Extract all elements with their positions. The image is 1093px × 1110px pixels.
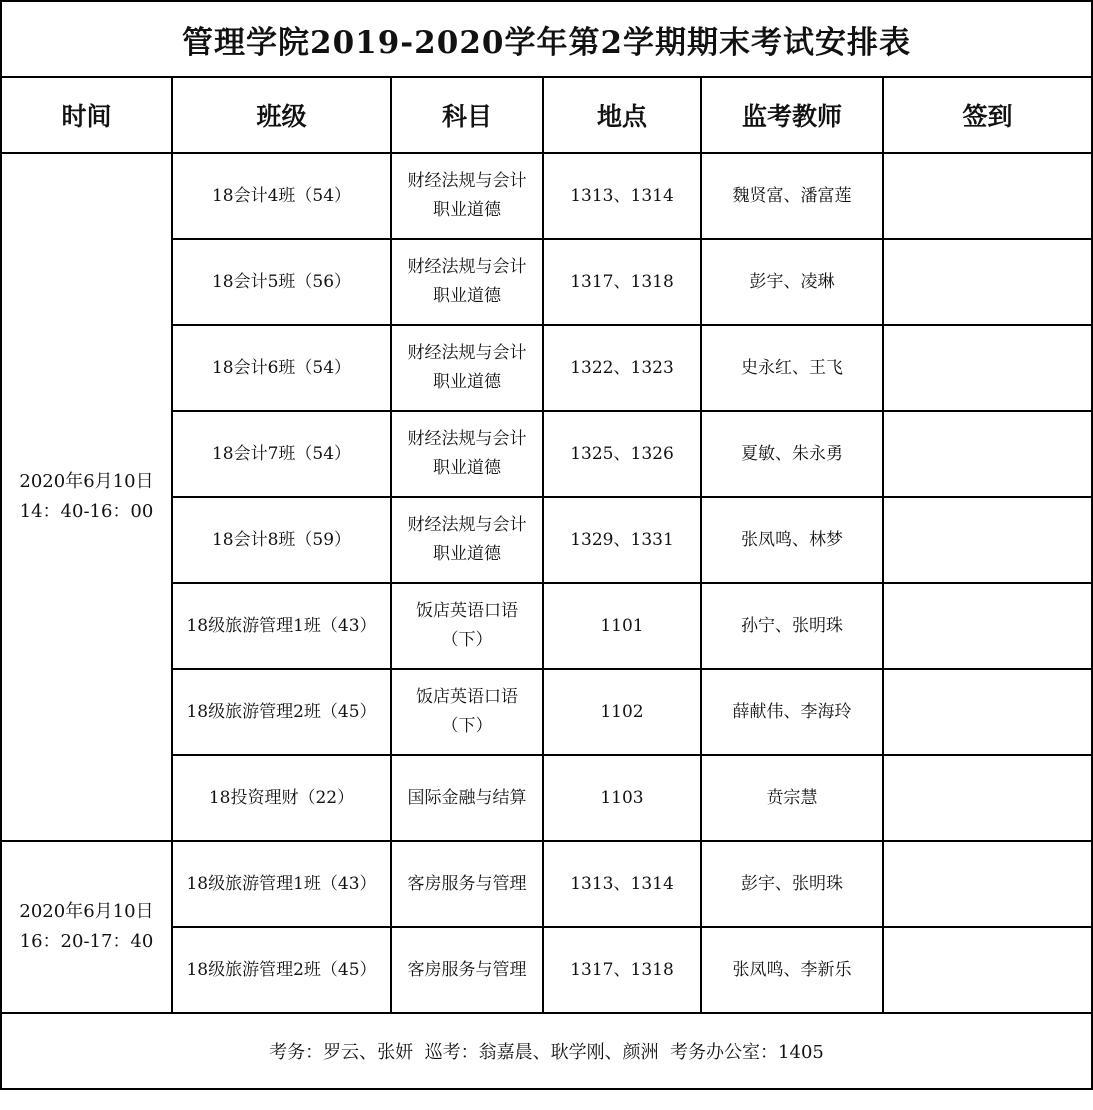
header-time: 时间 — [1, 77, 172, 153]
subject-cell — [391, 411, 543, 497]
proctors-cell: 魏贤富、潘富莲 — [701, 153, 883, 239]
subject-line1: 财经法规与会计 — [407, 515, 527, 535]
session1-time-cell — [1, 153, 172, 841]
room-cell: 1322、1323 — [543, 325, 701, 411]
header-location: 地点 — [543, 77, 701, 153]
table-row — [1, 153, 1092, 239]
proctors-cell: 史永红、王飞 — [701, 325, 883, 411]
subject-line2: 职业道德 — [433, 544, 501, 564]
class-cell: 18会计7班（54） — [172, 411, 391, 497]
session2-time: 16：20-17：40 — [19, 931, 154, 952]
class-cell: 18级旅游管理1班（43） — [172, 583, 391, 669]
signin-cell[interactable] — [883, 669, 1092, 755]
room-cell: 1317、1318 — [543, 239, 701, 325]
proctors-cell: 贲宗慧 — [701, 755, 883, 841]
class-cell: 18级旅游管理2班（45） — [172, 669, 391, 755]
title-row — [1, 1, 1092, 77]
subject-cell — [391, 239, 543, 325]
class-cell: 18投资理财（22） — [172, 755, 391, 841]
subject-line1: 财经法规与会计 — [407, 429, 527, 449]
proctors-cell: 薛献伟、李海玲 — [701, 669, 883, 755]
session2-time-cell — [1, 841, 172, 1013]
class-cell: 18会计5班（56） — [172, 239, 391, 325]
signin-cell[interactable] — [883, 411, 1092, 497]
subject-line2: （下） — [441, 630, 493, 650]
subject-line1: 饭店英语口语 — [416, 687, 518, 707]
header-signin: 签到 — [883, 77, 1092, 153]
header-proctors: 监考教师 — [701, 77, 883, 153]
subject-line2: 职业道德 — [433, 458, 501, 478]
subject-cell — [391, 583, 543, 669]
footer-row — [1, 1013, 1092, 1089]
subject-line1: 客房服务与管理 — [407, 959, 527, 980]
subject-line2: （下） — [441, 716, 493, 736]
signin-cell[interactable] — [883, 755, 1092, 841]
signin-cell[interactable] — [883, 583, 1092, 669]
signin-cell[interactable] — [883, 325, 1092, 411]
room-cell: 1101 — [543, 583, 701, 669]
class-cell: 18会计6班（54） — [172, 325, 391, 411]
room-cell: 1103 — [543, 755, 701, 841]
signin-cell[interactable] — [883, 841, 1092, 927]
subject-line2: 职业道德 — [433, 372, 501, 392]
subject-line2: 职业道德 — [433, 200, 501, 220]
subject-cell — [391, 927, 543, 1013]
proctors-cell: 张凤鸣、李新乐 — [701, 927, 883, 1013]
subject-cell — [391, 755, 543, 841]
header-class: 班级 — [172, 77, 391, 153]
session1-time: 14：40-16：00 — [19, 501, 154, 522]
class-cell: 18级旅游管理2班（45） — [172, 927, 391, 1013]
subject-cell — [391, 841, 543, 927]
proctors-cell: 彭宇、张明珠 — [701, 841, 883, 927]
header-subject: 科目 — [391, 77, 543, 153]
subject-cell — [391, 497, 543, 583]
class-cell: 18会计4班（54） — [172, 153, 391, 239]
subject-line1: 客房服务与管理 — [407, 873, 527, 894]
proctors-cell: 彭宇、凌琳 — [701, 239, 883, 325]
subject-line1: 财经法规与会计 — [407, 343, 527, 363]
room-cell: 1313、1314 — [543, 841, 701, 927]
proctors-cell: 孙宁、张明珠 — [701, 583, 883, 669]
subject-line1: 财经法规与会计 — [407, 257, 527, 277]
room-cell: 1329、1331 — [543, 497, 701, 583]
room-cell: 1325、1326 — [543, 411, 701, 497]
subject-line2: 职业道德 — [433, 286, 501, 306]
subject-cell — [391, 669, 543, 755]
class-cell: 18级旅游管理1班（43） — [172, 841, 391, 927]
signin-cell[interactable] — [883, 497, 1092, 583]
session1-date: 2020年6月10日 — [19, 471, 154, 492]
room-cell: 1313、1314 — [543, 153, 701, 239]
class-cell: 18会计8班（59） — [172, 497, 391, 583]
table-row — [1, 841, 1092, 927]
room-cell: 1317、1318 — [543, 927, 701, 1013]
session2-date: 2020年6月10日 — [19, 901, 154, 922]
signin-cell[interactable] — [883, 927, 1092, 1013]
subject-cell — [391, 153, 543, 239]
page-title: 管理学院2019-2020学年第2学期期末考试安排表 — [1, 1, 1092, 77]
signin-cell[interactable] — [883, 239, 1092, 325]
subject-line1: 饭店英语口语 — [416, 601, 518, 621]
header-row — [1, 77, 1092, 153]
proctors-cell: 夏敏、朱永勇 — [701, 411, 883, 497]
footer-note: 考务：罗云、张妍 巡考：翁嘉晨、耿学刚、颜洲 考务办公室：1405 — [1, 1013, 1092, 1089]
subject-line1: 财经法规与会计 — [407, 171, 527, 191]
subject-line1: 国际金融与结算 — [407, 787, 527, 808]
signin-cell[interactable] — [883, 153, 1092, 239]
room-cell: 1102 — [543, 669, 701, 755]
subject-cell — [391, 325, 543, 411]
proctors-cell: 张凤鸣、林梦 — [701, 497, 883, 583]
